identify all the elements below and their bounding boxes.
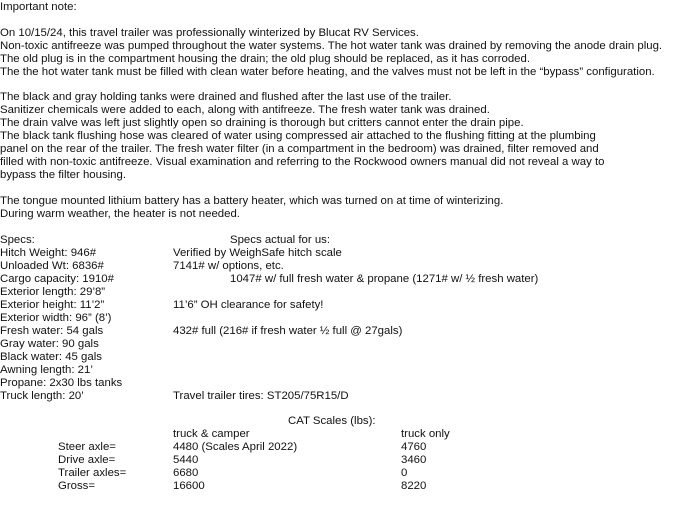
- paragraph-line: Non-toxic antifreeze was pumped throughout the water systems. The hot water tank was drained by removing the anode drain plug.: [0, 40, 663, 52]
- row-value-truck-camper: 4480 (Scales April 2022): [173, 441, 298, 453]
- row-label: Trailer axles=: [58, 467, 127, 479]
- row-value-truck-only: 3460: [401, 454, 427, 466]
- paragraph-line: filled with non-toxic antifreeze. Visual examination and referring to the Rockwood owners manual did not reveal a way to: [0, 156, 605, 168]
- spec-item: Cargo capacity: 1910#: [0, 273, 114, 285]
- spec-item: Gray water: 90 gals: [0, 338, 99, 350]
- row-value-truck-camper: 5440: [173, 454, 199, 466]
- spec-item: Unloaded Wt: 6836#: [0, 260, 104, 272]
- paragraph-line: The black tank flushing hose was cleared of water using compressed air attached to the flushing fitting at the plumbing: [0, 130, 596, 142]
- specs-heading: Specs:: [0, 234, 35, 246]
- spec-item: Propane: 2x30 lbs tanks: [0, 377, 123, 389]
- paragraph-line: Sanitizer chemicals were added to each, along with antifreeze. The fresh water tank was drained.: [0, 104, 490, 116]
- cat-scales-title: CAT Scales (lbs):: [288, 415, 376, 427]
- row-value-truck-camper: 16600: [173, 480, 205, 492]
- spec-actual-tires: Travel trailer tires: ST205/75R15/D: [173, 390, 349, 402]
- spec-item: Exterior width: 96” (8’): [0, 312, 112, 324]
- paragraph-line: The tongue mounted lithium battery has a battery heater, which was turned on at time of winterizing.: [0, 195, 504, 207]
- spec-actual-cargo: 1047# w/ full fresh water & propane (1271# w/ ½ fresh water): [230, 273, 539, 285]
- note-title: Important note:: [0, 1, 77, 13]
- spec-item: Black water: 45 gals: [0, 351, 102, 363]
- row-value-truck-only: 4760: [401, 441, 427, 453]
- row-value-truck-camper: 6680: [173, 467, 199, 479]
- spec-actual-height: 11’6” OH clearance for safety!: [173, 299, 324, 311]
- paragraph-line: The drain valve was left just slightly open so draining is thorough but critters cannot enter the drain pipe.: [0, 117, 524, 129]
- row-label: Gross=: [58, 480, 96, 492]
- spec-item: Exterior length: 29’8”: [0, 286, 106, 298]
- specs-actual-heading: Specs actual for us:: [230, 234, 331, 246]
- cat-scales-col1-header: truck & camper: [173, 428, 250, 440]
- paragraph-line: The black and gray holding tanks were drained and flushed after the last use of the trailer.: [0, 91, 452, 103]
- paragraph-line: panel on the rear of the trailer. The fresh water filter (in a compartment in the bedroom) was drained, filter removed and: [0, 143, 599, 155]
- spec-actual-unloaded: 7141# w/ options, etc.: [173, 260, 284, 272]
- spec-actual-fresh: 432# full (216# if fresh water ½ full @ 27gals): [173, 325, 403, 337]
- paragraph-line: The the hot water tank must be filled with clean water before heating, and the valves must not be left in the “bypass” configuration.: [0, 66, 655, 78]
- spec-item: Exterior height: 11’2”: [0, 299, 105, 311]
- row-label: Drive axle=: [58, 454, 116, 466]
- row-label: Steer axle=: [58, 441, 116, 453]
- paragraph-line: bypass the filter housing.: [0, 169, 127, 181]
- cat-scales-col2-header: truck only: [401, 428, 450, 440]
- paragraph-line: The old plug is in the compartment housing the drain; the old plug should be replaced, as it has corroded.: [0, 53, 530, 65]
- spec-item: Hitch Weight: 946#: [0, 247, 97, 259]
- spec-item: Fresh water: 54 gals: [0, 325, 104, 337]
- paragraph-line: On 10/15/24, this travel trailer was professionally winterized by Blucat RV Services.: [0, 27, 419, 39]
- row-value-truck-only: 0: [401, 467, 408, 479]
- spec-item: Truck length: 20’: [0, 390, 84, 402]
- paragraph-line: During warm weather, the heater is not needed.: [0, 208, 240, 220]
- spec-item: Awning length: 21’: [0, 364, 93, 376]
- row-value-truck-only: 8220: [401, 480, 427, 492]
- spec-actual-hitch: Verified by WeighSafe hitch scale: [173, 247, 342, 259]
